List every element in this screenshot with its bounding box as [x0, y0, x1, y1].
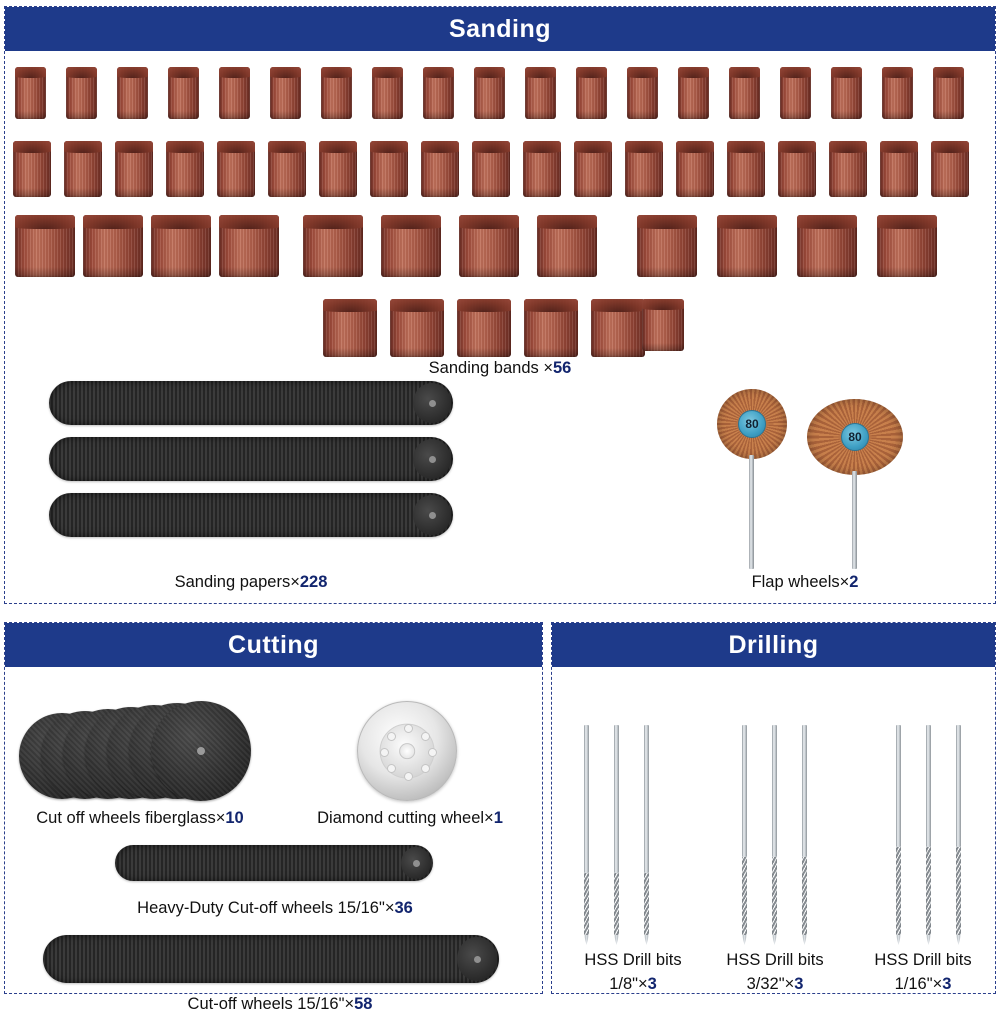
- sanding-band: [778, 141, 816, 197]
- panel-cutting: [4, 622, 543, 1013]
- sanding-band: [303, 215, 363, 277]
- cut-off-wheel-fiberglass: [151, 701, 251, 801]
- sanding-band: [168, 67, 199, 119]
- drill-bit-shank: [584, 725, 589, 873]
- sanding-band: [13, 141, 51, 197]
- sanding-band: [877, 215, 937, 277]
- stack-end-cap: [457, 937, 497, 981]
- diamond-wheel-slot: [428, 748, 437, 757]
- caption-sanding-bands: [335, 359, 665, 378]
- sanding-band: [421, 141, 459, 197]
- caption-hss-bit-2-line2: [700, 975, 850, 994]
- sanding-band: [625, 141, 663, 197]
- sanding-band: [678, 67, 709, 119]
- center-hole: [474, 956, 481, 963]
- sanding-band: [321, 67, 352, 119]
- caption-cut-off-fiberglass-label: Cut off wheels fiberglass×: [36, 809, 226, 827]
- sanding-band: [524, 299, 578, 357]
- center-hole: [429, 512, 436, 519]
- panel-sanding: [4, 6, 996, 604]
- drill-bit-shank: [742, 725, 747, 857]
- drill-bit-tip: [956, 935, 961, 945]
- sanding-band: [829, 141, 867, 197]
- caption-sanding-bands-count: 56: [552, 359, 572, 377]
- caption-hss-bit-1-line2: [558, 975, 708, 994]
- caption-flap-wheels-count: 2: [849, 573, 859, 591]
- sanding-band: [15, 67, 46, 119]
- hss-drill-bit: [772, 725, 777, 945]
- panel-drilling: [551, 622, 996, 994]
- drill-bit-flute: [926, 847, 931, 935]
- center-hole: [399, 743, 415, 759]
- sanding-band: [574, 141, 612, 197]
- sanding-paper-end-cap: [413, 495, 451, 535]
- sanding-band: [880, 141, 918, 197]
- drill-bit-tip: [896, 935, 901, 945]
- caption-hss-bit-2-size: 3/32"×: [746, 975, 795, 993]
- sanding-band: [933, 67, 964, 119]
- center-hole: [429, 400, 436, 407]
- panel-sanding-title: Sanding: [5, 7, 995, 51]
- diamond-wheel-slot: [387, 764, 396, 773]
- sanding-band: [576, 67, 607, 119]
- sanding-band: [151, 215, 211, 277]
- sanding-paper-end-cap: [413, 383, 451, 423]
- drill-bit-shank: [802, 725, 807, 857]
- caption-flap-wheels: [685, 573, 925, 592]
- hss-drill-bit: [896, 725, 901, 945]
- sanding-band: [370, 141, 408, 197]
- sanding-band: [117, 67, 148, 119]
- sanding-band: [270, 67, 301, 119]
- diamond-wheel-slot: [421, 732, 430, 741]
- sanding-paper-stack: [49, 437, 453, 481]
- drill-bit-flute: [896, 847, 901, 935]
- caption-sanding-papers-count: 228: [299, 573, 328, 591]
- caption-hss-bit-2-line1: HSS Drill bits: [726, 951, 824, 969]
- hss-drill-bit: [802, 725, 807, 945]
- flap-wheel: [807, 399, 903, 569]
- sanding-band: [525, 67, 556, 119]
- sanding-band: [537, 215, 597, 277]
- drill-bit-shank: [614, 725, 619, 873]
- flap-wheel-hub: 80: [738, 410, 766, 438]
- drill-bit-tip: [742, 935, 747, 945]
- drill-bit-shank: [644, 725, 649, 873]
- sanding-band: [676, 141, 714, 197]
- sanding-paper-stack: [49, 493, 453, 537]
- caption-hss-bit-2-count: 3: [794, 975, 804, 993]
- drill-bit-flute: [742, 857, 747, 935]
- sanding-band: [523, 141, 561, 197]
- sanding-band: [83, 215, 143, 277]
- sanding-band: [459, 215, 519, 277]
- diamond-cutting-wheel: [357, 701, 457, 801]
- drill-bit-tip: [802, 935, 807, 945]
- drill-bit-tip: [584, 935, 589, 945]
- drill-bit-tip: [926, 935, 931, 945]
- diamond-wheel-slot: [387, 732, 396, 741]
- caption-diamond-wheel-count: 1: [493, 809, 503, 827]
- caption-hss-bit-1-count: 3: [647, 975, 657, 993]
- caption-hss-bit-3-line2: [848, 975, 998, 994]
- caption-cut-off-wheels-count: 58: [354, 995, 373, 1013]
- stack-end-cap: [401, 847, 431, 879]
- sanding-band: [727, 141, 765, 197]
- caption-cut-off-fiberglass: [15, 809, 265, 828]
- caption-hss-bit-3-size: 1/16"×: [894, 975, 943, 993]
- sanding-band: [831, 67, 862, 119]
- drill-bit-shank: [772, 725, 777, 857]
- sanding-band: [390, 299, 444, 357]
- diamond-wheel-slot: [421, 764, 430, 773]
- sanding-band: [323, 299, 377, 357]
- hss-drill-bit: [956, 725, 961, 945]
- hss-drill-bit: [742, 725, 747, 945]
- caption-heavy-duty-cut-off: [65, 899, 485, 918]
- caption-sanding-bands-label: Sanding bands ×: [428, 359, 553, 377]
- caption-diamond-wheel: [285, 809, 535, 828]
- sanding-band: [729, 67, 760, 119]
- heavy-duty-cut-off-stack: [115, 845, 433, 881]
- drill-bit-tip: [644, 935, 649, 945]
- hss-drill-bit: [926, 725, 931, 945]
- sanding-paper-end-cap: [413, 439, 451, 479]
- sanding-paper-stack: [49, 381, 453, 425]
- caption-heavy-duty-cut-off-label: Heavy-Duty Cut-off wheels 15/16"×: [137, 899, 395, 917]
- sanding-band: [166, 141, 204, 197]
- center-hole: [429, 456, 436, 463]
- caption-sanding-papers-label: Sanding papers×: [174, 573, 300, 591]
- sanding-band: [115, 141, 153, 197]
- flap-wheel-hub: 80: [841, 423, 869, 451]
- sanding-band: [15, 215, 75, 277]
- flap-wheel-shank: [852, 471, 857, 569]
- sanding-band: [637, 215, 697, 277]
- drill-bit-flute: [644, 873, 649, 935]
- sanding-band: [717, 215, 777, 277]
- sanding-band: [372, 67, 403, 119]
- hss-drill-bit: [644, 725, 649, 945]
- drill-bit-shank: [926, 725, 931, 847]
- sanding-band: [219, 215, 279, 277]
- center-hole: [413, 860, 420, 867]
- sanding-band: [219, 67, 250, 119]
- caption-sanding-papers: [91, 573, 411, 592]
- sanding-band: [64, 141, 102, 197]
- caption-heavy-duty-cut-off-count: 36: [394, 899, 413, 917]
- drill-bit-shank: [896, 725, 901, 847]
- panel-drilling-title: Drilling: [552, 623, 995, 667]
- diamond-wheel-slot: [404, 724, 413, 733]
- flap-wheel: [717, 389, 787, 569]
- center-hole: [197, 747, 205, 755]
- caption-cut-off-wheels: [115, 995, 445, 1014]
- drill-bit-shank: [956, 725, 961, 847]
- drill-bit-flute: [772, 857, 777, 935]
- sanding-band: [381, 215, 441, 277]
- drill-bit-tip: [614, 935, 619, 945]
- sanding-band: [627, 67, 658, 119]
- drill-bit-flute: [956, 847, 961, 935]
- caption-hss-bit-1-size: 1/8"×: [609, 975, 648, 993]
- sanding-band: [591, 299, 645, 357]
- drill-bit-tip: [772, 935, 777, 945]
- sanding-band: [474, 67, 505, 119]
- hss-drill-bit: [614, 725, 619, 945]
- diamond-wheel-slot: [404, 772, 413, 781]
- diamond-wheel-slot: [380, 748, 389, 757]
- sanding-band: [780, 67, 811, 119]
- sanding-band: [472, 141, 510, 197]
- drill-bit-flute: [614, 873, 619, 935]
- caption-cut-off-wheels-label: Cut-off wheels 15/16"×: [187, 995, 355, 1013]
- panel-cutting-title: Cutting: [5, 623, 542, 667]
- sanding-band: [319, 141, 357, 197]
- hss-drill-bit: [584, 725, 589, 945]
- sanding-band: [268, 141, 306, 197]
- caption-diamond-wheel-label: Diamond cutting wheel×: [317, 809, 494, 827]
- flap-wheel-shank: [749, 455, 754, 569]
- sanding-band: [882, 67, 913, 119]
- sanding-band: [66, 67, 97, 119]
- caption-hss-bit-3-line1: HSS Drill bits: [874, 951, 972, 969]
- caption-cut-off-fiberglass-count: 10: [225, 809, 244, 827]
- sanding-band: [457, 299, 511, 357]
- cut-off-wheels-stack: [43, 935, 499, 983]
- sanding-band: [217, 141, 255, 197]
- sanding-band: [642, 299, 684, 351]
- sanding-band: [423, 67, 454, 119]
- caption-hss-bit-1-line1: HSS Drill bits: [584, 951, 682, 969]
- sanding-band: [931, 141, 969, 197]
- sanding-band: [797, 215, 857, 277]
- caption-hss-bit-3-count: 3: [942, 975, 952, 993]
- drill-bit-flute: [584, 873, 589, 935]
- drill-bit-flute: [802, 857, 807, 935]
- caption-flap-wheels-label: Flap wheels×: [751, 573, 850, 591]
